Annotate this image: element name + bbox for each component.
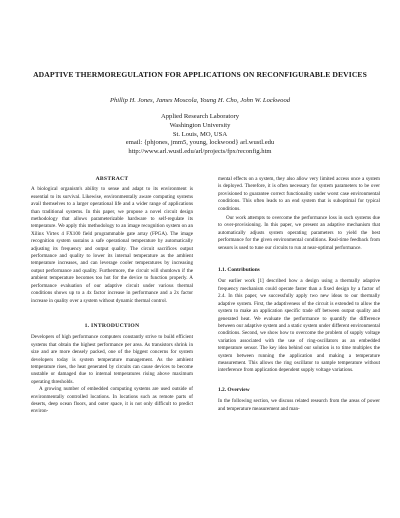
affiliation-lab: Applied Research Laboratory <box>161 113 239 120</box>
affiliation-url[interactable]: http://www.arl.wustl.edu/arl/projects/fpx/reconfig.htm <box>128 148 272 156</box>
abstract-text: A biological organism's ability to sense and adapt to its environment is essential to its survival. Likewise, environmentally aware computing systems avail themselves to a larger operational life and a wider range of applications than traditional systems. In this paper, we propose a novel circuit design methodology that allows parameterizable hardware to self-regulate its temperature. We apply this methodology to an image recognition system on an Xilinx Virtex 4 FX100 field programmable gate array (FPGA). The image recognition system sustains a safe operational temperature by automatically adjusting its frequency and output quality. The circuit sacrifices output performance and quality to lower its internal temperature as the ambient temperature increases, and can leverage cooler temperatures by increasing output performance and quality. Furthermore, the circuit will shutdown if the ambient temperature becomes too hot for the device to function properly. A performance evaluation of our adaptive circuit under various thermal conditions shows up to a 4x factor increase in performance and a 2x factor increase in quality over a system without dynamic thermal control. <box>31 186 193 304</box>
contributions-paragraph: Our earlier work [1] described how a design using a thermally adaptive frequency mechanism could operate faster than a fixed design by a factor of 2.4. In this paper, we successfully apply two new ideas to our thermally adaptive system. First, the adaptiveness of the circuit is extended to allow the system to make an application specific trade off between output quality and generated heat. We evaluate the performance to quantify the difference between our adaptive system and a static system under different environmental conditions. Second, we show how to overcome the problem of supply voltage variation associated with the use of ring-oscillators as an embedded temperature sensor. The key idea behind our solution is to time multiplex the system between running the application and making a temperature measurement. This allows the ring oscillator to sample temperature without interference from application dependent supply voltage variations. <box>218 278 380 374</box>
contributions-heading: 1.1. Contributions <box>218 267 260 274</box>
affiliation-email: email: {phjones, jmm5, young, lockwood} arl.wustl.edu <box>125 139 275 147</box>
paper-authors: Phillip H. Jones, James Moscola, Young H. Cho, John W. Lockwood <box>109 97 291 104</box>
affiliation-university: Washington University <box>169 121 231 129</box>
affiliation-block <box>20 113 380 157</box>
right-column <box>218 176 380 413</box>
overview-paragraph: In the following section, we discuss related research from the areas of power and temperature measurement and man- <box>218 398 380 412</box>
introduction-heading: 1. INTRODUCTION <box>84 322 140 329</box>
our-work-paragraph: Our work attempts to overcome the performance loss in such systems due to over-provisioning. In this paper, we present an adaptive mechanism that automatically adjusts system operating parameters to yield the best performance for the given environmental conditions. Real-time feedback from sensors is used to tune our circuits to run at near-optimal performance. <box>218 215 380 251</box>
introduction-paragraph-2: A growing number of embedded computing systems are used outside of environmentally controlled locations. In locations such as remote parts of deserts, deep ocean floors, and outer space, it is not only difficult to predict environ- <box>31 386 193 415</box>
affiliation-location: St. Louis, MO, USA <box>172 130 228 138</box>
paper-title: ADAPTIVE THERMOREGULATION FOR APPLICATIONS ON RECONFIGURABLE DEVICES <box>33 70 367 79</box>
overview-heading: 1.2. Overview <box>218 386 250 393</box>
intro-continued-paragraph: mental effects on a system, they also allow very limited access once a system is deployed. Therefore, it is often necessary for system parameters to be over provisioned to guarantee correct functionality under worst case environmental conditions. This often leads to an end system that is suboptimal for typical conditions. <box>218 176 380 212</box>
introduction-paragraph-1: Developers of high performance computers constantly strive to build efficient systems that obtain the highest performance per area. As transistors shrink in size and are more densely packed, one of the biggest concerns for system developers today is system temperature management. As the ambient temperature rises, the heat generated by circuits can cause devices to become unstable or damaged due to internal temperatures rising above maximum operating thresholds. <box>31 334 193 385</box>
abstract-heading: ABSTRACT <box>95 176 129 182</box>
left-column <box>31 176 193 416</box>
